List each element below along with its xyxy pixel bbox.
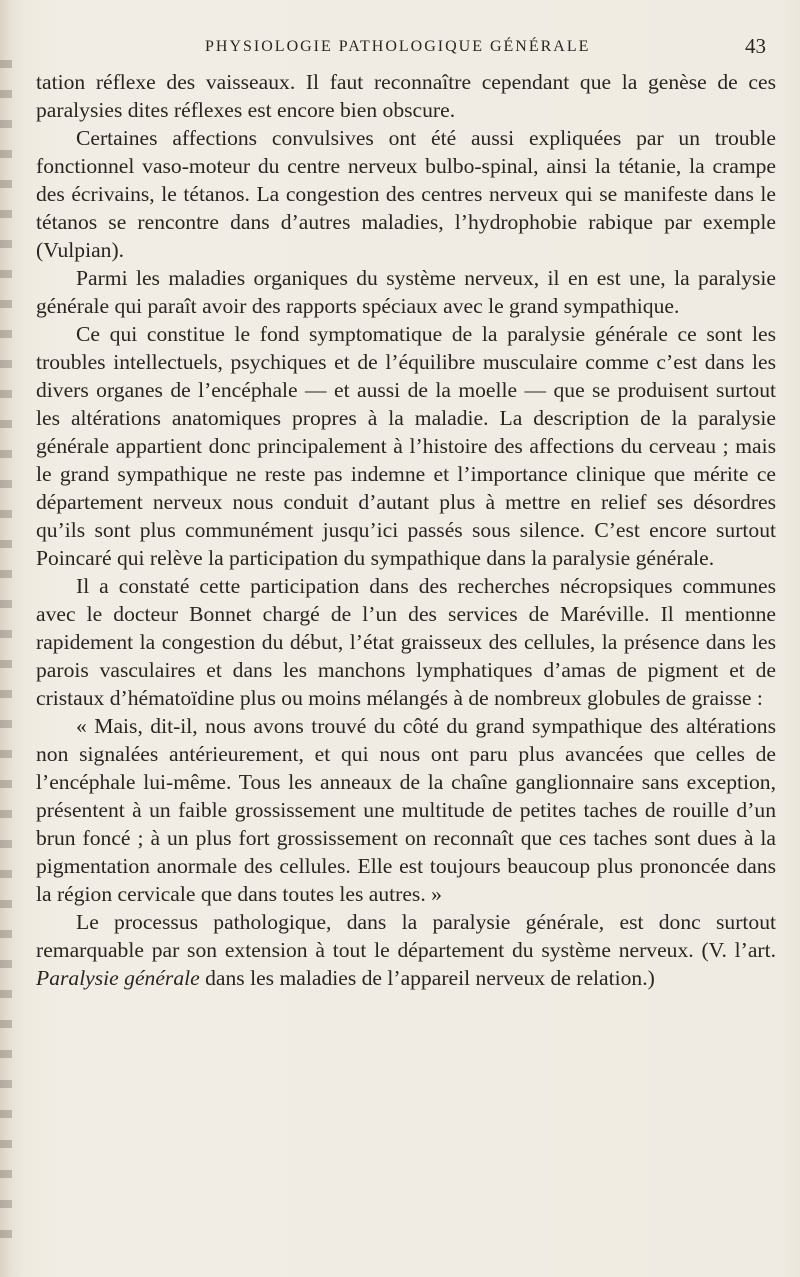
paragraph-7 xyxy=(36,908,776,992)
paragraph-6-quote: « Mais, dit-il, nous avons trouvé du côté du grand sympathique des altérations non signalées antérieurement, et qui nous ont paru plus avancées que celles de l’encéphale lui-même. Tous les anneaux de la chaîne ganglionnaire sans exception, présentent à un faible grossissement une multitude de petites taches de rouille d’un brun foncé ; à un plus fort grossissement on reconnaît que ces taches sont dues à la pigmentation anormale des cellules. Elle est toujours beaucoup plus prononcée dans la région cervicale que dans toutes les autres. » xyxy=(36,714,776,906)
paragraph-7-tail: dans les maladies de l’appareil nerveux de relation.) xyxy=(199,966,655,990)
paragraph-4: Ce qui constitue le fond symptomatique de la paralysie générale ce sont les troubles intellectuels, psychiques et de l’équilibre musculaire comme c’est dans les divers organes de l’encéphale — et aussi de la moelle — que se produisent surtout les altérations anatomiques propres à la maladie. La description de la paralysie générale appartient donc principalement à l’histoire des affections du cerveau ; mais le grand sympathique ne reste pas indemne et l’importance clinique que mérite ce département nerveux nous conduit d’autant plus à mettre en relief ses désordres qu’ils sont plus communément jusqu’ici passés sous silence. C’est encore surtout Poincaré qui relève la participation du sympathique dans la paralysie générale. xyxy=(36,322,776,570)
running-header: PHYSIOLOGIE PATHOLOGIQUE GÉNÉRALE xyxy=(205,38,591,55)
paragraph-2: Certaines affections convulsives ont été aussi expliquées par un trouble fonctionnel vaso-moteur du centre nerveux bulbo-spinal, ainsi la tétanie, la crampe des écrivains, le tétanos. La congestion des centres nerveux qui se manifeste dans le tétanos se rencontre dans d’autres maladies, l’hydrophobie rabique par exemple (Vulpian). xyxy=(36,126,776,262)
paragraph-3: Parmi les maladies organiques du système nerveux, il en est une, la paralysie générale qui paraît avoir des rapports spéciaux avec le grand sympathique. xyxy=(36,266,776,318)
paragraph-7-lead: Le processus pathologique, dans la paralysie générale, est donc surtout remarquable par son extension à tout le département du système nerveux. (V. l’art. xyxy=(36,910,776,962)
paragraph-1: tation réflexe des vaisseaux. Il faut reconnaître cependant que la genèse de ces paralysies dites réflexes est encore bien obscure. xyxy=(36,70,776,122)
binding-gutter xyxy=(0,60,12,1240)
body-text xyxy=(36,68,776,992)
paragraph-7-reference-title: Paralysie générale xyxy=(36,966,200,990)
paragraph-5: Il a constaté cette participation dans des recherches nécropsiques communes avec le docteur Bonnet chargé de l’un des services de Maréville. Il mentionne rapidement la congestion du début, l’état graisseux des cellules, la présence dans les parois vasculaires et dans les manchons lymphatiques d’amas de pigment et de cristaux d’hématoïdine plus ou moins mélangés à de nombreux globules de graisse : xyxy=(36,574,776,710)
page-number: 43 xyxy=(745,34,766,58)
